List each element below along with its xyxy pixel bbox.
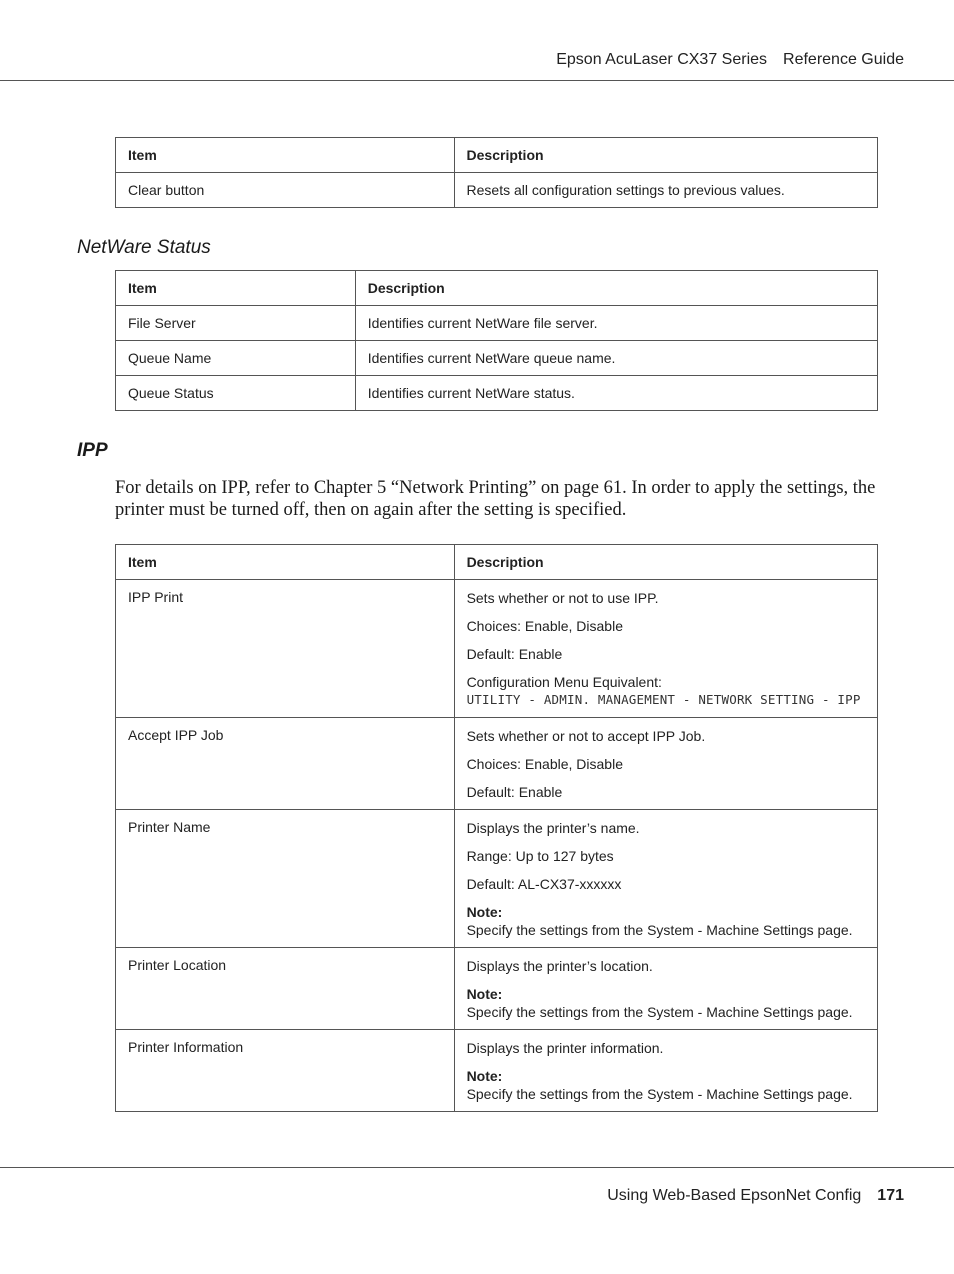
- col-item-header: Item: [116, 545, 455, 580]
- description-line: Sets whether or not to use IPP.: [466, 590, 659, 606]
- table-row: [116, 306, 878, 341]
- note-label: Note:: [466, 1068, 503, 1084]
- note-block: [467, 985, 865, 1021]
- config-menu-path: UTILITY - ADMIN. MANAGEMENT - NETWORK SETTING - IPP: [466, 692, 861, 707]
- table-row: [116, 376, 878, 411]
- item-cell: Queue Name: [116, 341, 356, 376]
- footer-section: Using Web-Based EpsonNet Config: [607, 1187, 862, 1204]
- running-footer: [607, 1187, 904, 1205]
- table-header-row: [116, 271, 878, 306]
- note-label: Note:: [466, 904, 503, 920]
- running-header: [556, 51, 904, 69]
- table-row: [116, 948, 878, 1030]
- note-block: [467, 903, 865, 939]
- note-text: Specify the settings from the System - Machine Settings page.: [466, 922, 853, 938]
- note-block: [467, 1067, 865, 1103]
- config-menu-label: Configuration Menu Equivalent:: [466, 674, 662, 690]
- description-cell: Identifies current NetWare file server.: [355, 306, 877, 341]
- description-cell: [454, 948, 877, 1030]
- item-cell: Printer Location: [116, 948, 455, 1030]
- footer-rule: [0, 1167, 954, 1168]
- note-text: Specify the settings from the System - Machine Settings page.: [466, 1004, 853, 1020]
- header-rule: [0, 80, 954, 81]
- netware-status-heading: NetWare Status: [77, 237, 211, 258]
- description-line: Displays the printer’s location.: [466, 958, 653, 974]
- description-cell: Identifies current NetWare status.: [355, 376, 877, 411]
- page-number: 171: [877, 1187, 904, 1204]
- description-line: Choices: Enable, Disable: [466, 756, 623, 772]
- table-netware-status: [115, 270, 878, 411]
- table-row: [116, 810, 878, 948]
- item-cell: IPP Print: [116, 580, 455, 718]
- table-row: [116, 173, 878, 208]
- table-header-row: [116, 545, 878, 580]
- description-cell: [454, 1030, 877, 1112]
- description-cell: [454, 580, 877, 718]
- description-line: Default: AL-CX37-xxxxxx: [466, 876, 622, 892]
- col-item-header: Item: [116, 271, 356, 306]
- table-clear-button: [115, 137, 878, 208]
- description-line: Choices: Enable, Disable: [466, 618, 623, 634]
- ipp-intro-paragraph: For details on IPP, refer to Chapter 5 “Network Printing” on page 61. In order to apply the settings, the printer must be turned off, then on again after the setting is specified.: [115, 478, 876, 520]
- header-product: Epson AcuLaser CX37 Series: [556, 51, 768, 68]
- col-description-header: Description: [454, 138, 877, 173]
- item-cell: Queue Status: [116, 376, 356, 411]
- table-row: [116, 341, 878, 376]
- table-row: [116, 1030, 878, 1112]
- col-description-header: Description: [355, 271, 877, 306]
- item-cell: Accept IPP Job: [116, 718, 455, 810]
- description-line: Default: Enable: [466, 646, 563, 662]
- description-cell: Identifies current NetWare queue name.: [355, 341, 877, 376]
- note-text: Specify the settings from the System - Machine Settings page.: [466, 1086, 853, 1102]
- ipp-heading: IPP: [77, 440, 108, 461]
- description-cell: Resets all configuration settings to previous values.: [454, 173, 877, 208]
- description-cell: [454, 718, 877, 810]
- table-row: [116, 580, 878, 718]
- col-item-header: Item: [116, 138, 455, 173]
- item-cell: Clear button: [116, 173, 455, 208]
- col-description-header: Description: [454, 545, 877, 580]
- table-ipp: [115, 544, 878, 1112]
- item-cell: File Server: [116, 306, 356, 341]
- description-line: Sets whether or not to accept IPP Job.: [466, 728, 706, 744]
- item-cell: Printer Name: [116, 810, 455, 948]
- description-line: Displays the printer information.: [466, 1040, 664, 1056]
- config-menu-block: [467, 673, 865, 709]
- description-cell: [454, 810, 877, 948]
- table-row: [116, 718, 878, 810]
- description-line: Default: Enable: [466, 784, 563, 800]
- header-guide: Reference Guide: [783, 51, 904, 68]
- description-line: Displays the printer’s name.: [466, 820, 640, 836]
- note-label: Note:: [466, 986, 503, 1002]
- table-header-row: [116, 138, 878, 173]
- description-line: Range: Up to 127 bytes: [466, 848, 614, 864]
- item-cell: Printer Information: [116, 1030, 455, 1112]
